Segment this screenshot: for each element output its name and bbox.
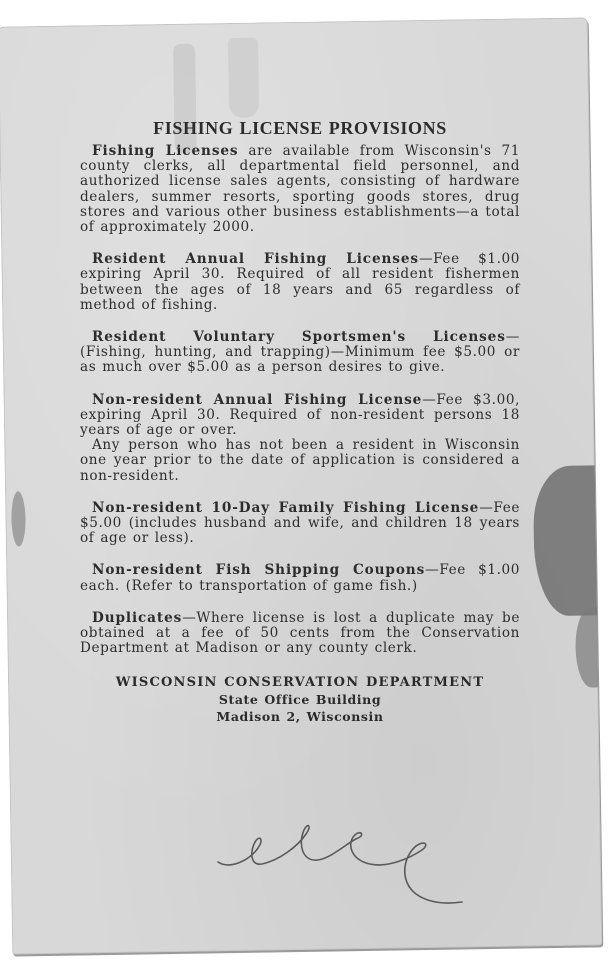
- section-nonresident-family: [80, 501, 520, 547]
- section-heading: Resident Annual Fishing Licenses: [92, 251, 419, 268]
- section-duplicates: [80, 611, 520, 657]
- section-heading: Non-resident Fish Shipping Coupons: [92, 562, 426, 579]
- section-text: —Fee $5.00 (includes husband and wife, and children 18 years of age or less).: [80, 499, 520, 547]
- section-heading: Fishing Licenses: [92, 143, 239, 159]
- issuer-block: [80, 674, 520, 725]
- section-text: —Fee $1.00 each. (Refer to transportation of game fish.): [80, 562, 521, 594]
- section-text: —Fee $3.00, expiring April 30. Required of non-resident persons 18 years of age or over.: [80, 391, 520, 439]
- section-text: —Where license is lost a duplicate may be obtained at a fee of 50 cents from the Conservation Department at Madison or any county clerk.: [80, 609, 520, 657]
- section-heading: Resident Voluntary Sportsmen's Licenses: [92, 329, 506, 346]
- section-text: —Fee $1.00 expiring April 30. Required of all resident fishermen between the ages of 18 years and 65 regardless of method of fishing.: [80, 251, 520, 313]
- section-resident-sportsmen: [80, 330, 520, 376]
- document-body: [80, 118, 520, 725]
- section-resident-annual: [80, 252, 520, 313]
- section-heading: Non-resident Annual Fishing License: [92, 391, 423, 408]
- water-stain: [228, 38, 259, 118]
- section-fishing-licenses: [80, 144, 520, 235]
- ink-stain: [533, 465, 597, 616]
- page-title: FISHING LICENSE PROVISIONS: [153, 118, 447, 138]
- ink-stain: [575, 607, 598, 687]
- section-shipping-coupons: [80, 563, 520, 593]
- section-text: are available from Wisconsin's 71 county clerks, all departmental field personnel, and authorized license sales agents, consisting of hardware dealers, summer resorts, sporting goods stores, drug stores and various other business establishments—a total of approximately 2000.: [80, 143, 520, 236]
- issuer-city: Madison 2, Wisconsin: [216, 709, 384, 725]
- nonresident-definition: Any person who has not been a resident in Wisconsin one year prior to the date of application is considered a non-resident.: [80, 437, 520, 484]
- issuer-organization: WISCONSIN CONSERVATION DEPARTMENT: [115, 675, 485, 691]
- issuer-building: State Office Building: [218, 692, 382, 708]
- smudge: [11, 491, 26, 546]
- section-text: —(Fishing, hunting, and trapping)—Minimum fee $5.00 or as much over $5.00 as a person desires to give.: [80, 329, 520, 376]
- section-heading: Duplicates: [92, 609, 183, 626]
- section-nonresident-annual: [80, 393, 520, 439]
- signature-icon: [210, 820, 470, 930]
- section-heading: Non-resident 10-Day Family Fishing License: [92, 499, 480, 516]
